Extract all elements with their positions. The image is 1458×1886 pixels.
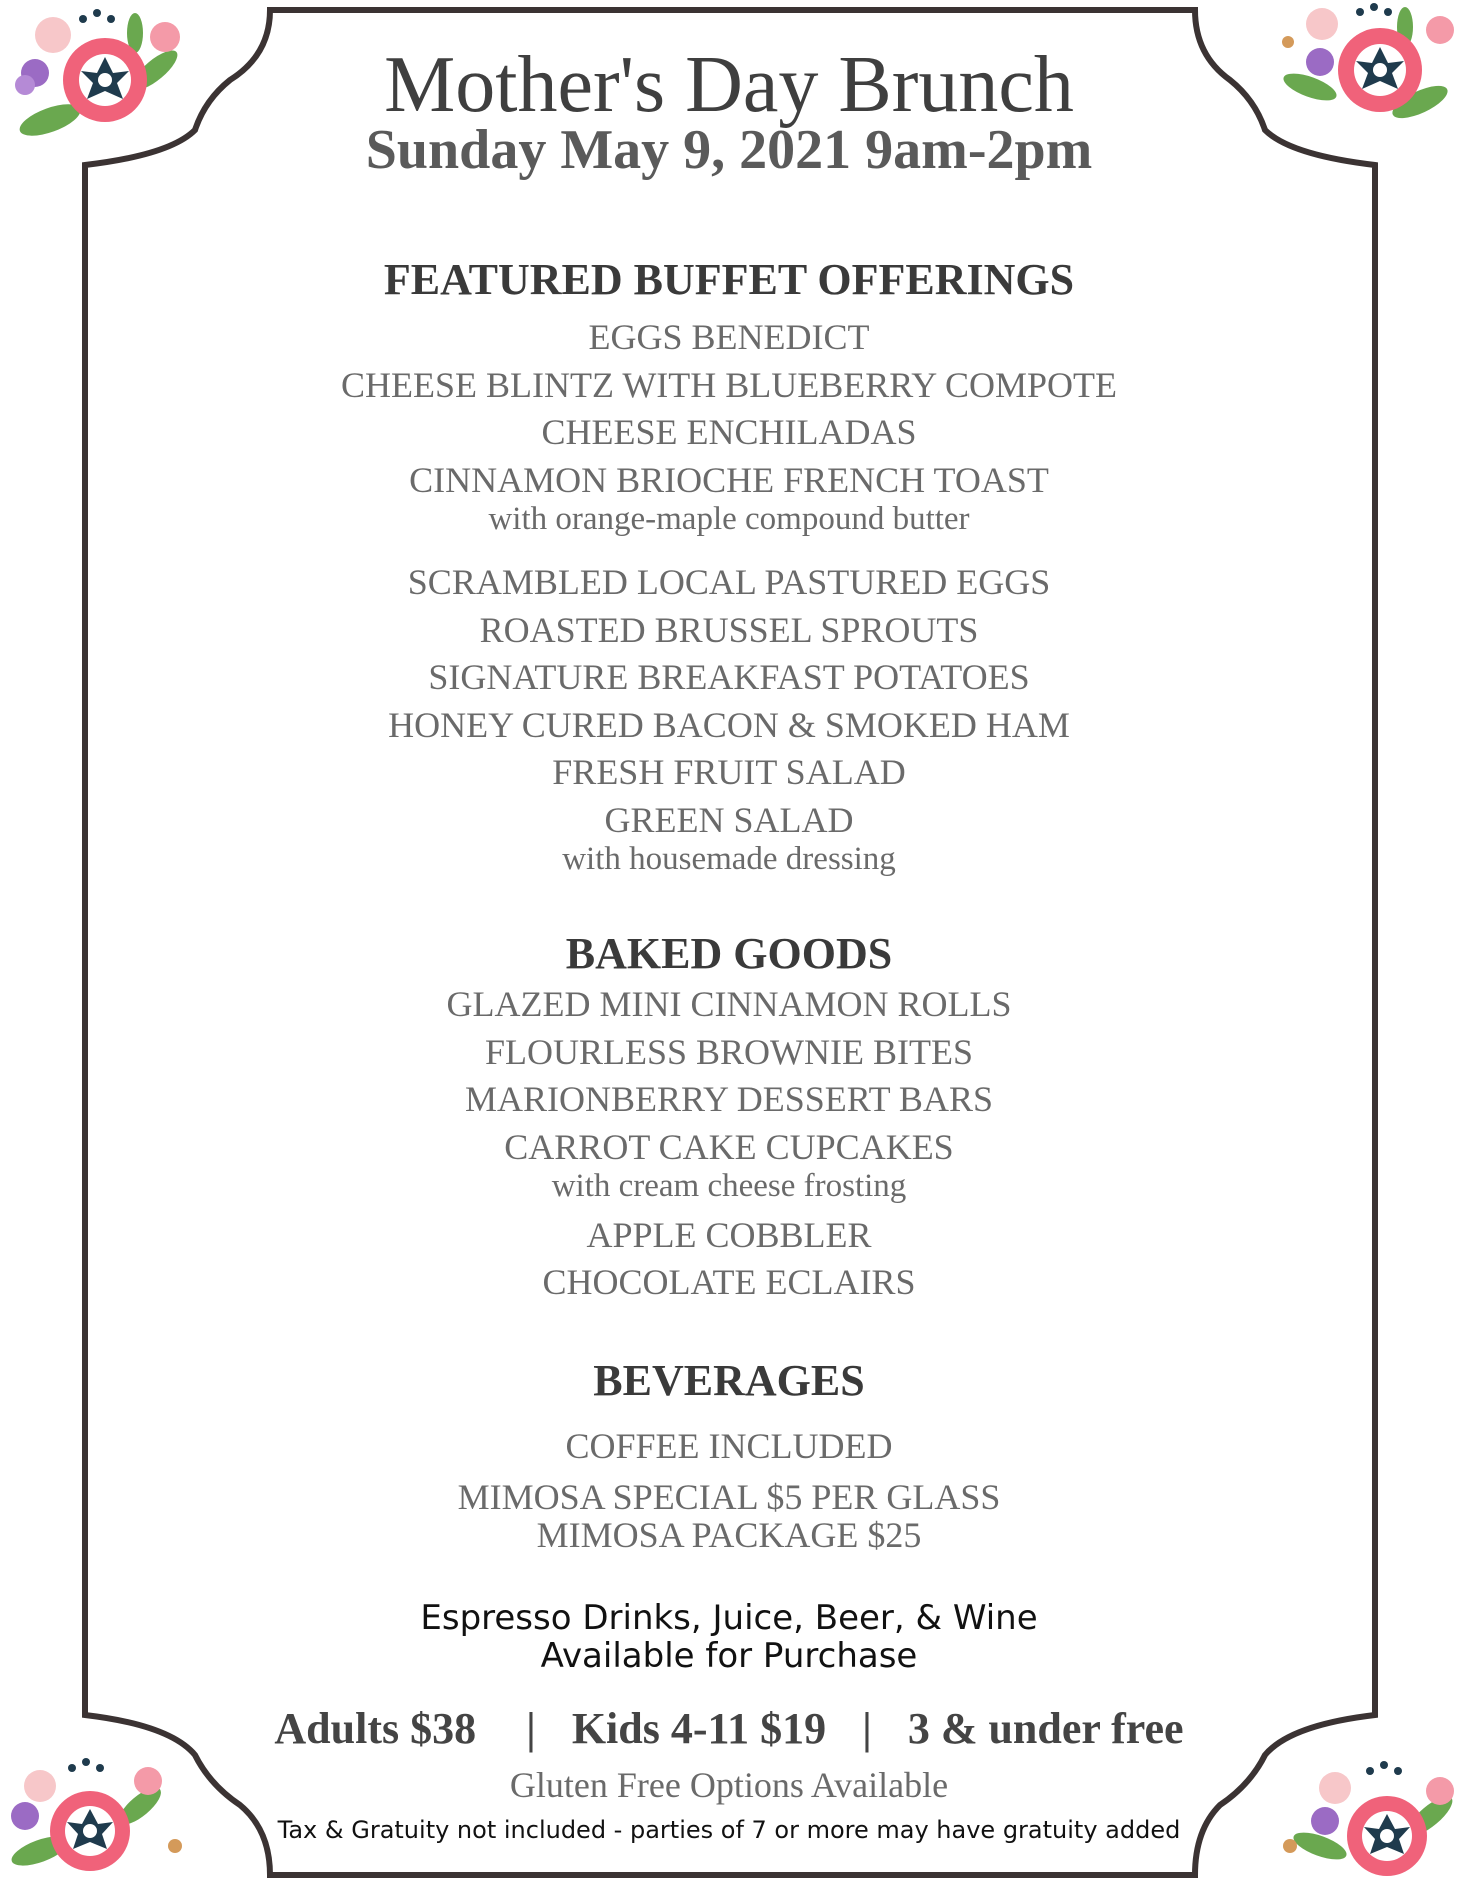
tax-gratuity-disclaimer: Tax & Gratuity not included - parties of 7 or more may have gratuity added bbox=[277, 1816, 1181, 1844]
adult-price: Adults $38 bbox=[274, 1704, 477, 1753]
purchase-note-line1: Espresso Drinks, Juice, Beer, & Wine bbox=[420, 1598, 1038, 1638]
menu-item: SIGNATURE BREAKFAST POTATOES bbox=[428, 657, 1030, 697]
buffet-heading: FEATURED BUFFET OFFERINGS bbox=[383, 255, 1075, 304]
menu-item: FLOURLESS BROWNIE BITES bbox=[484, 1032, 974, 1072]
menu-item: CHEESE ENCHILADAS bbox=[541, 412, 917, 452]
beverage-item: MIMOSA SPECIAL $5 PER GLASS bbox=[457, 1477, 1001, 1517]
gluten-free-note: Gluten Free Options Available bbox=[509, 1765, 949, 1805]
menu-item-note: with cream cheese frosting bbox=[551, 1168, 907, 1204]
beverage-item: COFFEE INCLUDED bbox=[565, 1426, 893, 1466]
menu-item: MARIONBERRY DESSERT BARS bbox=[465, 1079, 993, 1119]
menu-item: GLAZED MINI CINNAMON ROLLS bbox=[446, 984, 1012, 1024]
menu-item-note: with housemade dressing bbox=[562, 841, 896, 877]
menu-item: EGGS BENEDICT bbox=[588, 317, 870, 357]
menu-item: GREEN SALAD bbox=[604, 800, 854, 840]
purchase-note-line2: Available for Purchase bbox=[540, 1636, 918, 1676]
event-date-time: Sunday May 9, 2021 9am-2pm bbox=[365, 119, 1093, 181]
beverage-item: MIMOSA PACKAGE $25 bbox=[536, 1515, 922, 1555]
menu-item: ROASTED BRUSSEL SPROUTS bbox=[479, 610, 979, 650]
menu-item: SCRAMBLED LOCAL PASTURED EGGS bbox=[407, 562, 1051, 602]
menu-item: CINNAMON BRIOCHE FRENCH TOAST bbox=[409, 460, 1049, 500]
toddler-price: 3 & under free bbox=[907, 1704, 1184, 1753]
menu-item: HONEY CURED BACON & SMOKED HAM bbox=[388, 705, 1070, 745]
baked-goods-heading: BAKED GOODS bbox=[565, 929, 893, 978]
price-separator: | bbox=[526, 1704, 536, 1753]
pricing-row bbox=[0, 1703, 1458, 1754]
kids-price: Kids 4-11 $19 bbox=[571, 1704, 827, 1753]
beverages-heading: BEVERAGES bbox=[593, 1356, 865, 1405]
menu-item: CARROT CAKE CUPCAKES bbox=[504, 1127, 954, 1167]
menu-item: CHOCOLATE ECLAIRS bbox=[542, 1262, 916, 1302]
page-title: Mother's Day Brunch bbox=[384, 41, 1074, 129]
price-separator: | bbox=[862, 1704, 872, 1753]
menu-item-note: with orange-maple compound butter bbox=[488, 501, 970, 537]
menu-item: CHEESE BLINTZ WITH BLUEBERRY COMPOTE bbox=[341, 365, 1117, 405]
menu-item: FRESH FRUIT SALAD bbox=[552, 752, 906, 792]
menu-item: APPLE COBBLER bbox=[586, 1215, 872, 1255]
